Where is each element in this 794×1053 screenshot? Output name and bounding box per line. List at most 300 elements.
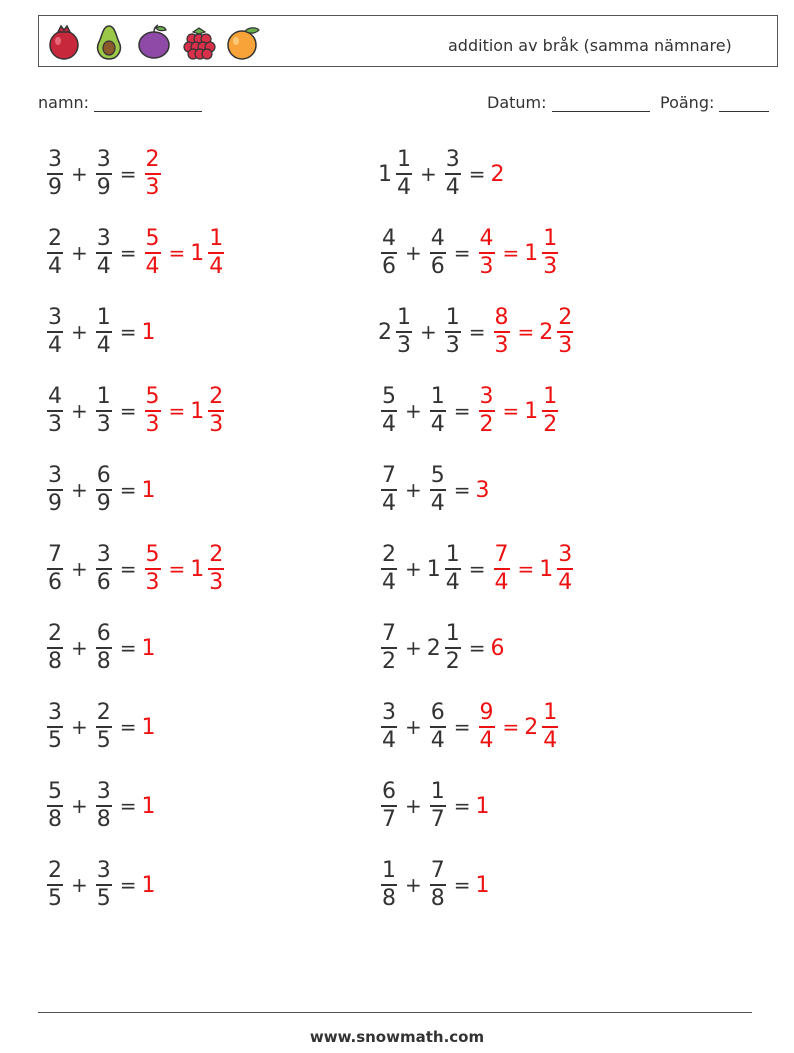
score-field[interactable]	[660, 93, 769, 112]
fraction	[542, 702, 558, 752]
plus-sign: +	[71, 162, 88, 186]
whole-number: 1	[378, 161, 392, 187]
denominator: 3	[209, 570, 224, 595]
date-label: Datum:	[487, 93, 547, 112]
whole-number: 1	[141, 872, 156, 898]
numerator: 1	[397, 147, 411, 172]
problem-row	[44, 699, 157, 755]
name-field[interactable]	[38, 93, 202, 112]
numerator: 4	[430, 226, 445, 251]
denominator: 4	[382, 728, 396, 753]
fraction	[445, 544, 461, 594]
fraction	[430, 228, 446, 278]
denominator: 4	[209, 254, 224, 279]
numerator: 1	[96, 384, 111, 409]
answer	[142, 320, 157, 345]
fraction	[430, 465, 446, 515]
plus-sign: +	[71, 478, 88, 502]
denominator: 3	[145, 175, 160, 200]
fraction	[47, 781, 63, 831]
answer	[142, 873, 157, 898]
denominator: 4	[430, 412, 445, 437]
problem-row	[378, 699, 561, 755]
equals-sign: =	[119, 557, 137, 581]
numerator: 6	[96, 463, 111, 488]
numerator: 3	[96, 226, 111, 251]
equals-sign: =	[119, 399, 137, 423]
equals-sign: =	[517, 557, 535, 581]
equals-sign: =	[119, 715, 137, 739]
denominator: 2	[445, 649, 460, 674]
problem-row	[44, 778, 157, 834]
plus-sign: +	[71, 715, 88, 739]
denominator: 9	[48, 175, 62, 200]
denominator: 8	[48, 807, 62, 832]
problem-row	[378, 857, 491, 913]
fraction	[542, 228, 558, 278]
worksheet-title: addition av bråk (samma nämnare)	[448, 36, 732, 55]
problem-row	[44, 541, 227, 597]
numerator: 1	[543, 226, 558, 251]
answer	[142, 636, 157, 661]
denominator: 3	[397, 333, 411, 358]
denominator: 2	[479, 412, 494, 437]
denominator: 5	[96, 886, 111, 911]
denominator: 6	[96, 570, 111, 595]
fraction	[557, 544, 573, 594]
denominator: 3	[209, 412, 224, 437]
denominator: 2	[543, 412, 558, 437]
fraction	[96, 544, 112, 594]
denominator: 6	[382, 254, 396, 279]
fraction	[47, 702, 63, 752]
equals-sign: =	[517, 320, 535, 344]
denominator: 3	[96, 412, 111, 437]
problem-row	[378, 146, 506, 202]
denominator: 5	[48, 728, 62, 753]
numerator: 2	[209, 384, 224, 409]
answer	[491, 636, 506, 661]
whole-number: 1	[190, 556, 205, 582]
fraction	[145, 228, 161, 278]
numerator: 2	[145, 147, 160, 172]
problem-row	[44, 225, 227, 281]
fraction	[494, 307, 510, 357]
equals-sign: =	[119, 241, 137, 265]
problem-row	[44, 146, 164, 202]
whole-number: 1	[141, 793, 156, 819]
answer	[142, 386, 228, 436]
numerator: 2	[558, 305, 573, 330]
numerator: 4	[479, 226, 494, 251]
whole-number: 6	[490, 635, 505, 661]
whole-number: 1	[141, 477, 156, 503]
equals-sign: =	[119, 636, 137, 660]
plum-icon	[134, 22, 174, 62]
score-line[interactable]	[719, 97, 769, 112]
denominator: 6	[430, 254, 445, 279]
plus-sign: +	[71, 320, 88, 344]
numerator: 1	[96, 305, 111, 330]
fraction	[47, 465, 63, 515]
denominator: 8	[382, 886, 396, 911]
numerator: 3	[558, 542, 573, 567]
equals-sign: =	[453, 478, 471, 502]
denominator: 2	[382, 649, 396, 674]
equals-sign: =	[119, 794, 137, 818]
plus-sign: +	[71, 241, 88, 265]
fraction	[381, 702, 397, 752]
numerator: 3	[96, 542, 111, 567]
numerator: 3	[48, 700, 62, 725]
equals-sign: =	[119, 320, 137, 344]
denominator: 4	[382, 491, 396, 516]
answer	[476, 386, 562, 436]
equals-sign: =	[502, 399, 520, 423]
denominator: 3	[445, 333, 460, 358]
answer	[142, 794, 157, 819]
fraction	[96, 860, 112, 910]
fraction	[445, 623, 461, 673]
denominator: 3	[479, 254, 494, 279]
problem-row	[44, 462, 157, 518]
orange-icon	[223, 22, 263, 62]
numerator: 3	[479, 384, 494, 409]
problem-row	[378, 304, 576, 360]
problem-row	[378, 541, 576, 597]
numerator: 1	[430, 384, 445, 409]
plus-sign: +	[71, 794, 88, 818]
equals-sign: =	[168, 399, 186, 423]
fraction	[96, 702, 112, 752]
fraction	[96, 623, 112, 673]
fraction	[396, 307, 412, 357]
fraction	[430, 702, 446, 752]
numerator: 7	[430, 858, 445, 883]
numerator: 1	[397, 305, 411, 330]
numerator: 7	[494, 542, 509, 567]
fraction	[208, 544, 224, 594]
numerator: 1	[445, 621, 460, 646]
denominator: 5	[48, 886, 62, 911]
plus-sign: +	[71, 557, 88, 581]
numerator: 1	[209, 226, 224, 251]
pomegranate-icon	[44, 22, 84, 62]
problem-row	[378, 778, 491, 834]
equals-sign: =	[502, 715, 520, 739]
denominator: 5	[96, 728, 111, 753]
denominator: 6	[48, 570, 62, 595]
answer	[491, 307, 577, 357]
score-label: Poäng:	[660, 93, 715, 112]
fraction	[47, 623, 63, 673]
whole-number: 3	[475, 477, 490, 503]
equals-sign: =	[453, 794, 471, 818]
problem-row	[44, 383, 227, 439]
numerator: 5	[145, 542, 160, 567]
plus-sign: +	[405, 478, 422, 502]
denominator: 4	[96, 254, 111, 279]
numerator: 1	[543, 700, 558, 725]
plus-sign: +	[71, 636, 88, 660]
whole-number: 1	[539, 556, 554, 582]
whole-number: 2	[490, 161, 505, 187]
denominator: 8	[96, 807, 111, 832]
whole-number: 2	[539, 319, 554, 345]
equals-sign: =	[453, 873, 471, 897]
denominator: 3	[494, 333, 509, 358]
answer	[142, 149, 164, 199]
whole-number: 1	[141, 635, 156, 661]
denominator: 3	[558, 333, 573, 358]
denominator: 8	[430, 886, 445, 911]
plus-sign: +	[405, 241, 422, 265]
plus-sign: +	[405, 399, 422, 423]
denominator: 4	[494, 570, 509, 595]
problem-row	[378, 620, 506, 676]
fraction	[381, 228, 397, 278]
denominator: 9	[48, 491, 62, 516]
numerator: 7	[382, 463, 396, 488]
name-line[interactable]	[94, 97, 202, 112]
equals-sign: =	[502, 241, 520, 265]
whole-number: 1	[475, 872, 490, 898]
whole-number: 1	[426, 556, 441, 582]
numerator: 3	[445, 147, 460, 172]
raspberry-icon	[179, 22, 219, 62]
date-field[interactable]	[487, 93, 650, 112]
fraction	[47, 228, 63, 278]
fraction	[381, 465, 397, 515]
whole-number: 1	[190, 240, 205, 266]
problem-row	[378, 383, 561, 439]
avocado-icon	[89, 22, 129, 62]
whole-number: 1	[141, 714, 156, 740]
whole-number: 1	[190, 398, 205, 424]
answer	[142, 544, 228, 594]
fraction	[96, 465, 112, 515]
fraction	[494, 544, 510, 594]
denominator: 7	[430, 807, 445, 832]
plus-sign: +	[405, 873, 422, 897]
denominator: 4	[382, 570, 396, 595]
numerator: 6	[96, 621, 111, 646]
fraction	[430, 781, 446, 831]
answer	[476, 702, 562, 752]
fraction	[396, 149, 412, 199]
numerator: 7	[48, 542, 62, 567]
fraction	[381, 781, 397, 831]
denominator: 9	[96, 491, 111, 516]
denominator: 4	[145, 254, 160, 279]
fraction	[381, 860, 397, 910]
numerator: 2	[48, 226, 62, 251]
answer	[476, 228, 562, 278]
answer	[142, 715, 157, 740]
fraction	[96, 781, 112, 831]
fraction	[479, 228, 495, 278]
denominator: 4	[96, 333, 111, 358]
whole-number: 1	[524, 240, 539, 266]
denominator: 8	[48, 649, 62, 674]
fraction	[96, 386, 112, 436]
fraction	[430, 860, 446, 910]
numerator: 3	[48, 305, 62, 330]
numerator: 4	[48, 384, 62, 409]
whole-number: 1	[475, 793, 490, 819]
problem-row	[44, 304, 157, 360]
denominator: 3	[543, 254, 558, 279]
answer	[476, 478, 491, 503]
fraction	[96, 307, 112, 357]
numerator: 2	[48, 858, 62, 883]
fraction	[557, 307, 573, 357]
equals-sign: =	[119, 873, 137, 897]
numerator: 2	[382, 542, 396, 567]
plus-sign: +	[405, 794, 422, 818]
numerator: 5	[48, 779, 62, 804]
fraction	[542, 386, 558, 436]
fraction	[145, 386, 161, 436]
denominator: 4	[430, 491, 445, 516]
numerator: 1	[445, 305, 460, 330]
denominator: 4	[48, 254, 62, 279]
numerator: 1	[430, 779, 445, 804]
denominator: 7	[382, 807, 396, 832]
whole-number: 1	[524, 398, 539, 424]
whole-number: 2	[524, 714, 539, 740]
fraction	[445, 307, 461, 357]
numerator: 2	[209, 542, 224, 567]
equals-sign: =	[468, 320, 486, 344]
problem-row	[378, 462, 491, 518]
equals-sign: =	[119, 478, 137, 502]
footer-divider	[38, 1012, 752, 1013]
numerator: 2	[96, 700, 111, 725]
numerator: 5	[430, 463, 445, 488]
answer	[142, 228, 228, 278]
denominator: 4	[430, 728, 445, 753]
numerator: 5	[145, 226, 160, 251]
numerator: 3	[96, 779, 111, 804]
header-box	[38, 15, 778, 67]
numerator: 3	[96, 147, 111, 172]
equals-sign: =	[468, 162, 486, 186]
plus-sign: +	[405, 636, 422, 660]
fraction	[445, 149, 461, 199]
denominator: 8	[96, 649, 111, 674]
equals-sign: =	[119, 162, 137, 186]
denominator: 4	[558, 570, 573, 595]
whole-number: 2	[426, 635, 441, 661]
numerator: 6	[382, 779, 396, 804]
numerator: 2	[48, 621, 62, 646]
fraction	[479, 386, 495, 436]
answer	[491, 162, 506, 187]
numerator: 5	[382, 384, 396, 409]
numerator: 3	[48, 463, 62, 488]
whole-number: 2	[378, 319, 392, 345]
fraction	[96, 149, 112, 199]
date-line[interactable]	[552, 97, 650, 112]
fraction	[47, 544, 63, 594]
answer	[142, 478, 157, 503]
equals-sign: =	[453, 399, 471, 423]
denominator: 4	[382, 412, 396, 437]
fraction	[47, 860, 63, 910]
equals-sign: =	[453, 715, 471, 739]
numerator: 3	[382, 700, 396, 725]
equals-sign: =	[468, 636, 486, 660]
fraction	[430, 386, 446, 436]
numerator: 3	[96, 858, 111, 883]
fraction	[381, 544, 397, 594]
fraction	[479, 702, 495, 752]
problem-row	[44, 620, 157, 676]
answer	[476, 873, 491, 898]
whole-number: 1	[141, 319, 156, 345]
fraction	[96, 228, 112, 278]
plus-sign: +	[71, 399, 88, 423]
fraction	[208, 228, 224, 278]
fraction	[47, 149, 63, 199]
numerator: 8	[494, 305, 509, 330]
equals-sign: =	[168, 241, 186, 265]
fraction	[145, 544, 161, 594]
plus-sign: +	[420, 162, 437, 186]
equals-sign: =	[168, 557, 186, 581]
numerator: 1	[445, 542, 460, 567]
denominator: 3	[48, 412, 62, 437]
plus-sign: +	[71, 873, 88, 897]
denominator: 4	[445, 570, 460, 595]
plus-sign: +	[405, 557, 422, 581]
denominator: 9	[96, 175, 111, 200]
numerator: 4	[382, 226, 396, 251]
plus-sign: +	[405, 715, 422, 739]
denominator: 3	[145, 412, 160, 437]
fraction	[381, 623, 397, 673]
footer-url: www.snowmath.com	[309, 1028, 485, 1046]
fraction	[47, 307, 63, 357]
problem-row	[44, 857, 157, 913]
denominator: 4	[479, 728, 494, 753]
problem-row	[378, 225, 561, 281]
equals-sign: =	[453, 241, 471, 265]
fraction	[381, 386, 397, 436]
numerator: 6	[430, 700, 445, 725]
answer	[491, 544, 577, 594]
denominator: 4	[445, 175, 460, 200]
answer	[476, 794, 491, 819]
fraction	[145, 149, 161, 199]
denominator: 3	[145, 570, 160, 595]
fraction	[47, 386, 63, 436]
numerator: 1	[382, 858, 396, 883]
fraction	[208, 386, 224, 436]
denominator: 4	[543, 728, 558, 753]
numerator: 1	[543, 384, 558, 409]
numerator: 3	[48, 147, 62, 172]
denominator: 4	[397, 175, 411, 200]
numerator: 9	[479, 700, 494, 725]
equals-sign: =	[468, 557, 486, 581]
plus-sign: +	[420, 320, 437, 344]
numerator: 5	[145, 384, 160, 409]
denominator: 4	[48, 333, 62, 358]
numerator: 7	[382, 621, 396, 646]
name-label: namn:	[38, 93, 90, 112]
